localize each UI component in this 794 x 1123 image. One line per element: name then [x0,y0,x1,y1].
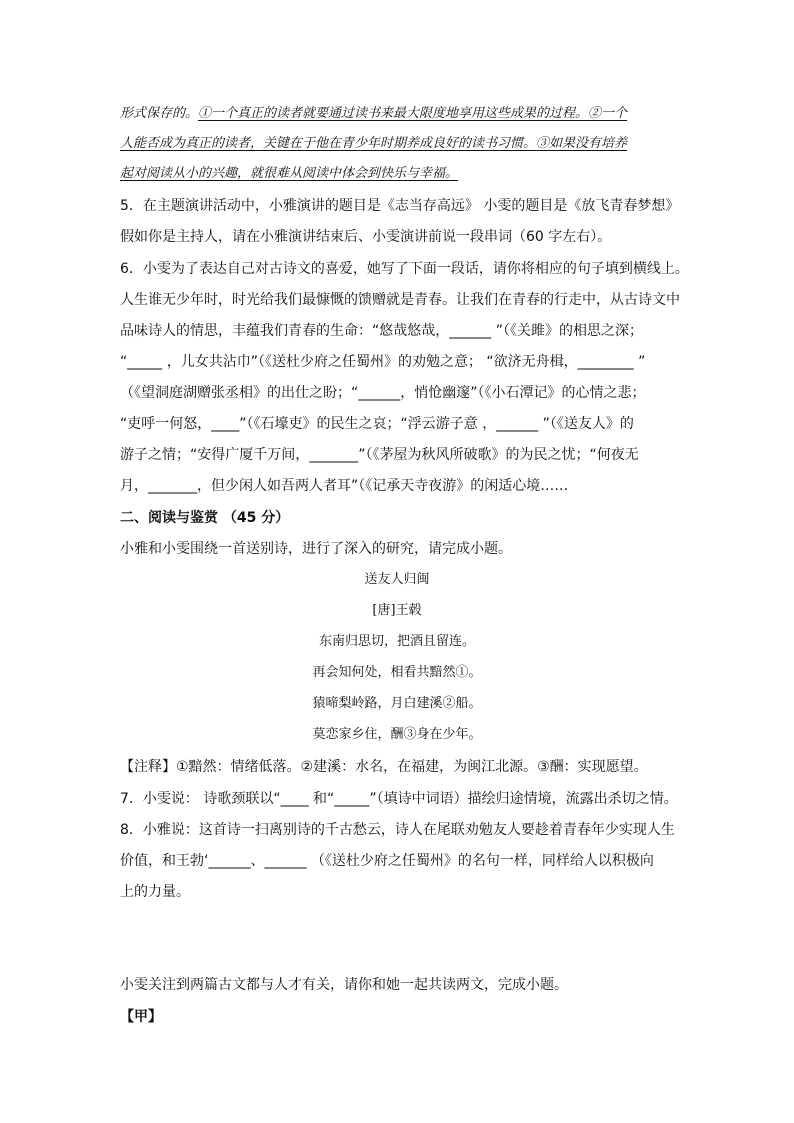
q6-line-5: （《望洞庭湖赠张丞相》的出仕之盼；“______，悄怆幽邃”（《小石潭记》的心情之悲； [120,385,646,401]
q5-line-1: 5．在主题演讲活动中，小雅演讲的题目是《志当存高远》 小雯的题目是《放飞青春梦想》 [120,198,680,214]
poem-line-4: 莫恋家乡住，酬③身在少年。 [312,727,482,742]
q6-line-6: “吏呼一何怒，____”（《石壕吏》的民生之哀；“浮云游子意 ，______ ”（《送友人》的 [120,416,634,432]
poem-author: [唐]王毂 [372,603,422,618]
q6-line-7: 游子之情；“安得广厦千万间，_______”（《茅屋为秋风所破歌》的为民之忧；“何夜无 [120,447,639,463]
section-3-intro: 小雯关注到两篇古文都与人才有关，请你和她一起共读两文，完成小题。 [120,977,568,993]
answer-line-2: 人能否成为真正的读者，关键在于他在青少年时期养成良好的读书习惯。③如果没有培养 [120,136,628,151]
section-3-label: 【甲】 [120,1009,162,1025]
poem-line-1: 东南归思切，把酒且留连。 [318,634,475,649]
q6-line-2: 人生谁无少年时，时光给我们最慷慨的馈赠就是青春。让我们在青春的行走中，从古诗文中 [120,292,680,308]
q6-line-3: 品味诗人的情思，丰蕴我们青春的生命：“悠哉悠哉，______ ”（《关雎》的相思之深； [120,323,643,339]
q8-line-3: 上的力量。 [120,884,190,900]
answer-line-1-underlined: ①一个真正的读者就要通过读书来最大限度地享用这些成果的过程。②一个 [198,106,628,121]
section-2-heading: 二、阅读与鉴赏 （45 分） [120,510,290,526]
answer-line-1-prefix: 形式保存的。 [120,106,199,121]
poem-title: 送友人归闽 [364,572,430,587]
q8-line-1: 8．小雅说：这首诗一扫离别诗的千古愁云，诗人在尾联劝勉友人要趁着青春年少实现人生 [120,822,675,838]
poem-line-3: 猿啼梨岭路，月白建溪②船。 [312,696,482,711]
q6-line-8: 月，_______，但少闲人如吾两人者耳”（《记承天寺夜游》的闲适心境…… [120,478,569,494]
q7-line: 7．小雯说： 诗歌颈联以“____ 和“_____”（填诗中词语）描绘归途情境，流露出杀切之情。 [120,791,678,807]
poem-line-2: 再会知何处，相看共黯然①。 [312,665,482,680]
answer-line-3: 起对阅读从小的兴趣，就很难从阅读中体会到快乐与幸福。 [120,166,459,181]
q6-line-4: “_____ ，儿女共沾巾”（《送杜少府之任蜀州》的劝勉之意； “欲济无舟楫，________ ” [120,354,646,370]
q8-line-2: 价值，和王勃‘______、______ （《送杜少府之任蜀州》的名句一样，同样给人以积极向 [120,853,654,869]
poem-note: 【注释】①黯然：情绪低落。②建溪：水名，在福建，为闽江北源。③酬：实现愿望。 [120,759,648,775]
q5-line-2: 假如你是主持人，请在小雅演讲结束后、小雯演讲前说一段串词（60 字左右）。 [120,229,612,245]
answer-line-1 [120,104,627,124]
section-2-intro: 小雅和小雯围绕一首送别诗，进行了深入的研究，请完成小题。 [120,541,512,557]
q6-line-1: 6．小雯为了表达自己对古诗文的喜爱，她写了下面一段话，请你将相应的句子填到横线上。 [120,261,689,277]
